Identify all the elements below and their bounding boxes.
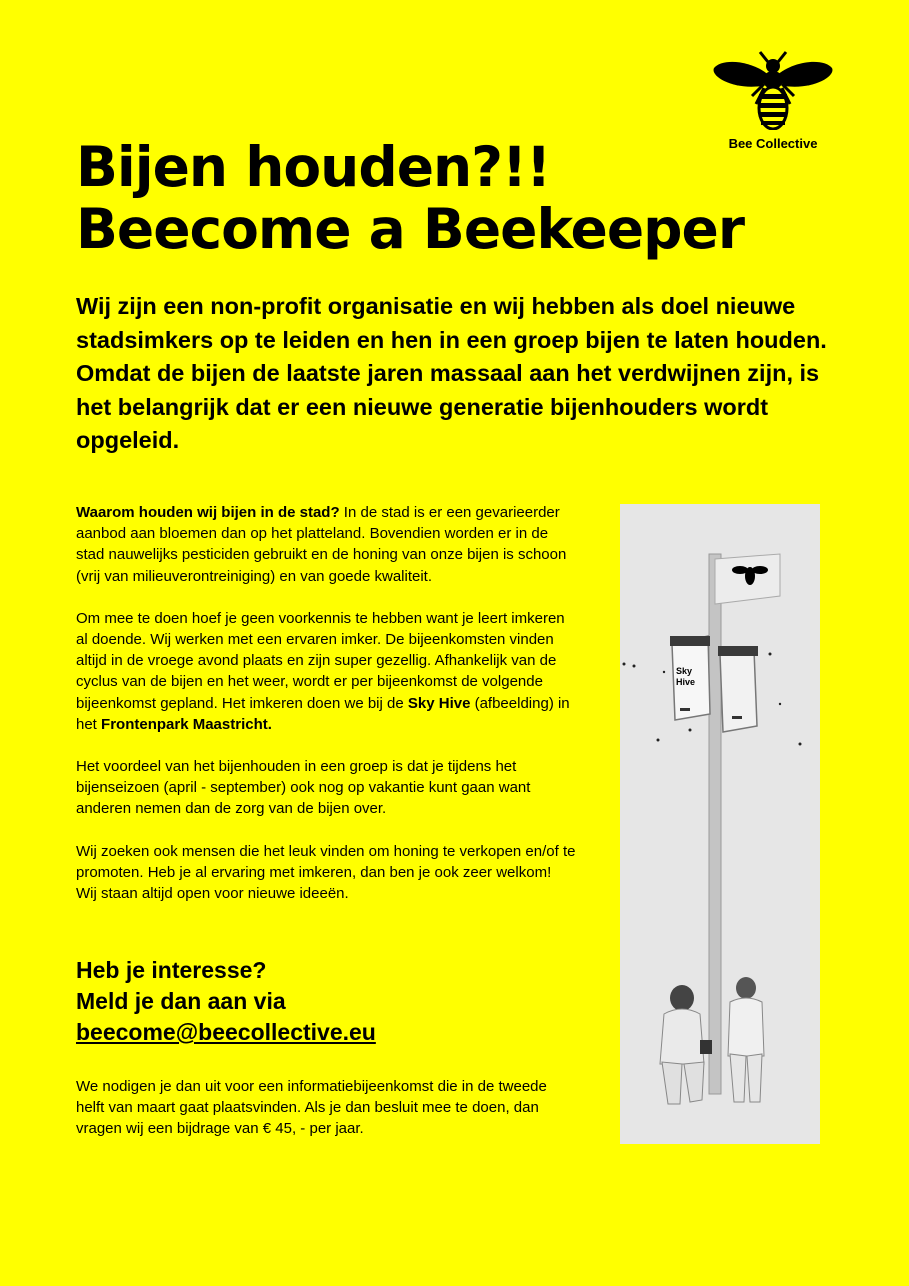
paragraph-how-part2: (afbeelding) in het (76, 694, 570, 733)
paragraph-looking-for: Wij zoeken ook mensen die het leuk vinden om honing te verkopen en/of te promoten. Heb je al ervaring met imkeren, dan ben je ook zeer welkom! Wij staan altijd open voor nieuwe ideeën. (76, 842, 576, 903)
paragraph-how (76, 608, 576, 735)
paragraph-advantage: Het voordeel van het bijenhouden in een groep is dat je tijdens het bijenseizoen (april - september) ook nog op vakantie kunt gaan want anderen nemen dan de zorg van de bijen over. (76, 758, 531, 818)
logo-text: Bee Collective (728, 136, 818, 151)
call-to-action (76, 955, 576, 1048)
bee-icon (712, 50, 834, 130)
email-link[interactable]: beecome@beecollective.eu (76, 1019, 376, 1045)
title-line-2: Beecome a Beekeeper (76, 197, 744, 261)
frontenpark-label: Frontenpark Maastricht. (101, 715, 272, 733)
page-title (76, 136, 744, 260)
intro-text: Wij zijn een non-profit organisatie en wij hebben als doel nieuwe stadsimkers op te leiden en hen in een groep bijen te laten houden. Omdat de bijen de laatste jaren massaal aan het verdwijnen zijn, is het belangrijk dat er een nieuwe generatie bijenhouders wordt opgeleid. (76, 293, 827, 453)
footer-text: We nodigen je dan uit voor een informatiebijeenkomst die in de tweede helft van maart gaat plaatsvinden. Als je dan besluit mee te doen, dan vragen wij een bijdrage van € 45, - per jaar. (76, 1078, 547, 1138)
paragraph-lead: Waarom houden wij bijen in de stad? (76, 504, 340, 521)
paragraph-why-city (76, 502, 576, 587)
sky-hive-photo (620, 504, 820, 1144)
beekeeper-figure (660, 985, 712, 1104)
title-line-1: Bijen houden?!! (76, 135, 551, 199)
body-text (76, 502, 576, 925)
paragraph-why-city-text: In de stad is er een gevarieerder aanbod aan bloemen dan op het platteland. Bovendien worden er in de stad nauwelijks pesticiden gebruikt en de honing van onze bijen is schoon (vrij van milieuverontreiniging) en van goede kwaliteit. (76, 504, 567, 585)
cta-line-2: Meld je dan aan via (76, 988, 286, 1014)
cta-line-1: Heb je interesse? (76, 957, 267, 983)
sky-hive-label: Sky Hive (407, 694, 471, 712)
hive-label-2: Hive (676, 677, 696, 687)
paragraph-how-part1: Om mee te doen hoef je geen voorkennis te hebben want je leert imkeren al doende. Wij werken met een ervaren imker. De bijeenkomsten vinden altijd in de vroege avond plaats en zijn super gezellig. Afhankelijk van de cyclus van de bijen en het weer, wordt er per bijeenkomst de volgende bijeenkomst gepland. Het imkeren doen we bij de (76, 609, 565, 712)
hive-label-1: Sky (676, 666, 693, 676)
beekeeper-figure (728, 977, 764, 1102)
